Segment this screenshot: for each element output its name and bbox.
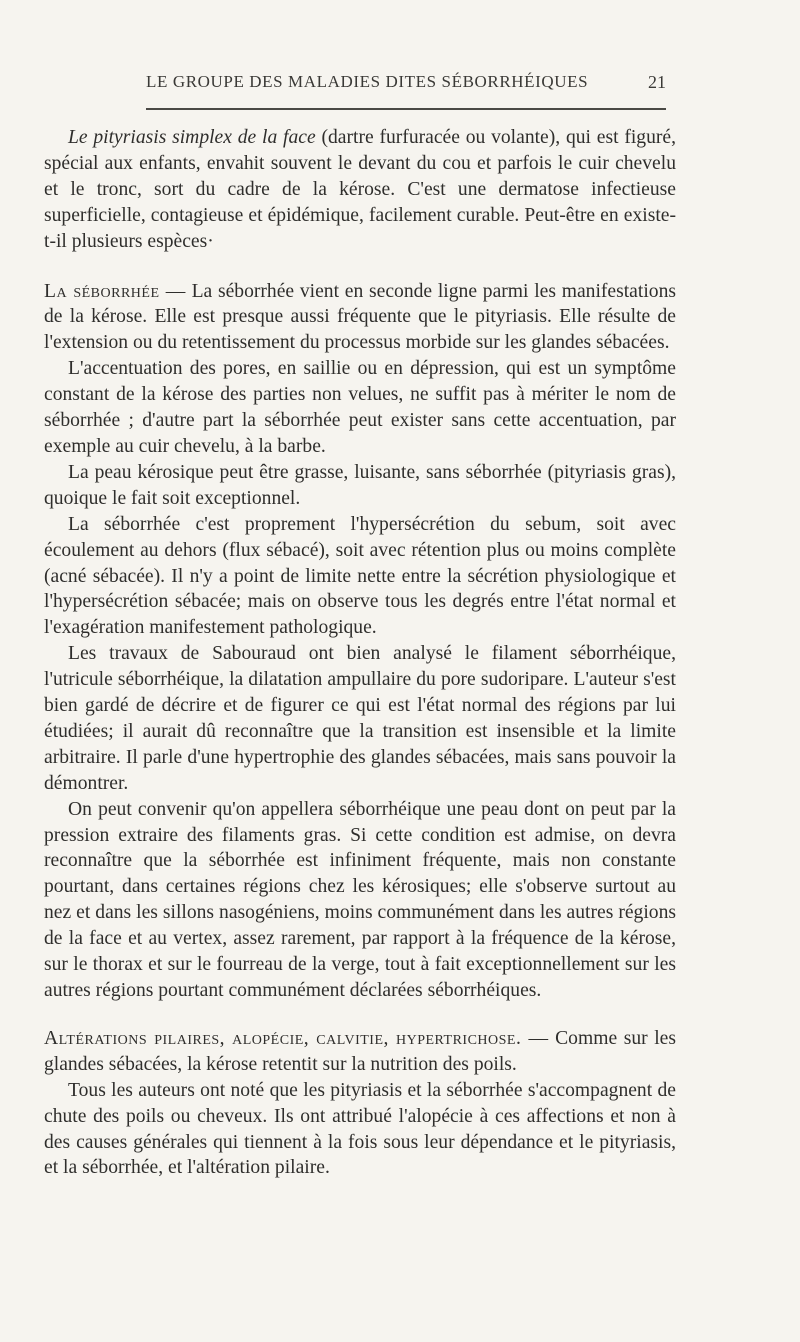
header-rule xyxy=(146,108,666,110)
italic-term: Le pityriasis simplex de la face xyxy=(68,127,316,148)
page-number: 21 xyxy=(648,72,666,92)
running-head: LE GROUPE DES MALADIES DITES SÉBORRHÉIQUES xyxy=(146,72,589,91)
paragraph-text: Comme sur les glandes sébacées, la kérose retentit sur la nutrition des poils. xyxy=(44,1027,677,1075)
body-text xyxy=(44,125,676,1181)
paragraph-pityriasis xyxy=(44,125,676,255)
section-heading: La séborrhée — xyxy=(44,280,186,302)
paragraph-peau-kerosique: La peau kérosique peut être grasse, luisante, sans séborrhée (pityriasis gras), quoique le fait soit exceptionnel. xyxy=(44,461,676,509)
paragraph-text: (dartre furfuracée ou volante), qui est figuré, spécial aux enfants, envahit souvent le devant du cou et parfois le cuir chevelu et le tronc, sort du cadre de la kérose. C'est une dermatose infectieuse superficielle, contagieuse et épidémique, facilement curable. Peut-être en existe-t-il plusieurs espèces· xyxy=(44,127,677,252)
paragraph-seborrhee xyxy=(44,279,676,357)
paragraph-accentuation: L'accentuation des pores, en saillie ou en dépression, qui est un symptôme constant de la kérose des parties non velues, ne suffit pas à mériter le nom de séborrhée ; d'autre part la séborrhée peut exister sans cette accentuation, par exemple au cuir chevelu, à la barbe. xyxy=(44,358,676,457)
paragraph-alterations xyxy=(44,1026,676,1078)
paragraph-convention: On peut convenir qu'on appellera séborrhéique une peau dont on peut par la pression extraire des filaments gras. Si cette condition est admise, on devra reconnaître que la séborrhée est infiniment fréquente, mais non constante pourtant, dans certaines régions chez les kérosiques; elle s'observe surtout au nez et dans les sillons nasogéniens, moins communément dans les autres régions de la face et au vertex, assez rarement, par rapport à la fréquence de la kérose, sur le thorax et sur le fourreau de la verge, tout à fait exceptionnellement sur les autres régions pourtant communément déclarées séborrhéiques. xyxy=(44,798,676,1001)
paragraph-auteurs: Tous les auteurs ont noté que les pityriasis et la séborrhée s'accompagnent de chute des poils ou cheveux. Ils ont attribué l'alopécie à ces affections et non à des causes générales qui tiennent à la fois sous leur dépendance et le pityriasis, et la séborrhée, et l'altération pilaire. xyxy=(44,1079,676,1179)
paragraph-text: La séborrhée vient en seconde ligne parmi les manifestations de la kérose. Elle est presque aussi fréquente que le pityriasis. Elle résulte de l'extension ou du retentissement du processus morbide sur les glandes sébacées. xyxy=(44,280,676,354)
section-heading: Altérations pilaires, alopécie, calvitie, hypertrichose. — xyxy=(44,1027,549,1049)
paragraph-sabouraud: Les travaux de Sabouraud ont bien analysé le filament séborrhéique, l'utricule séborrhéique, la dilatation ampullaire du pore sudoripare. L'auteur s'est bien gardé de décrire et de figurer ce qui est l'état normal des régions par lui étudiées; il aurait dû reconnaître que la transition est insensible et la limite arbitraire. Il parle d'une hypertrophie des glandes sébacées, mais sans pouvoir la démontrer. xyxy=(44,643,676,794)
paragraph-hypersecretion: La séborrhée c'est proprement l'hypersécrétion du sebum, soit avec écoulement au dehors (flux sébacé), soit avec rétention plus ou moins complète (acné sébacée). Il n'y a point de limite nette entre la sécrétion physiologique et l'hypersécrétion sébacée; mais on observe tous les degrés entre l'état normal et l'exagération manifestement pathologique. xyxy=(44,513,676,639)
